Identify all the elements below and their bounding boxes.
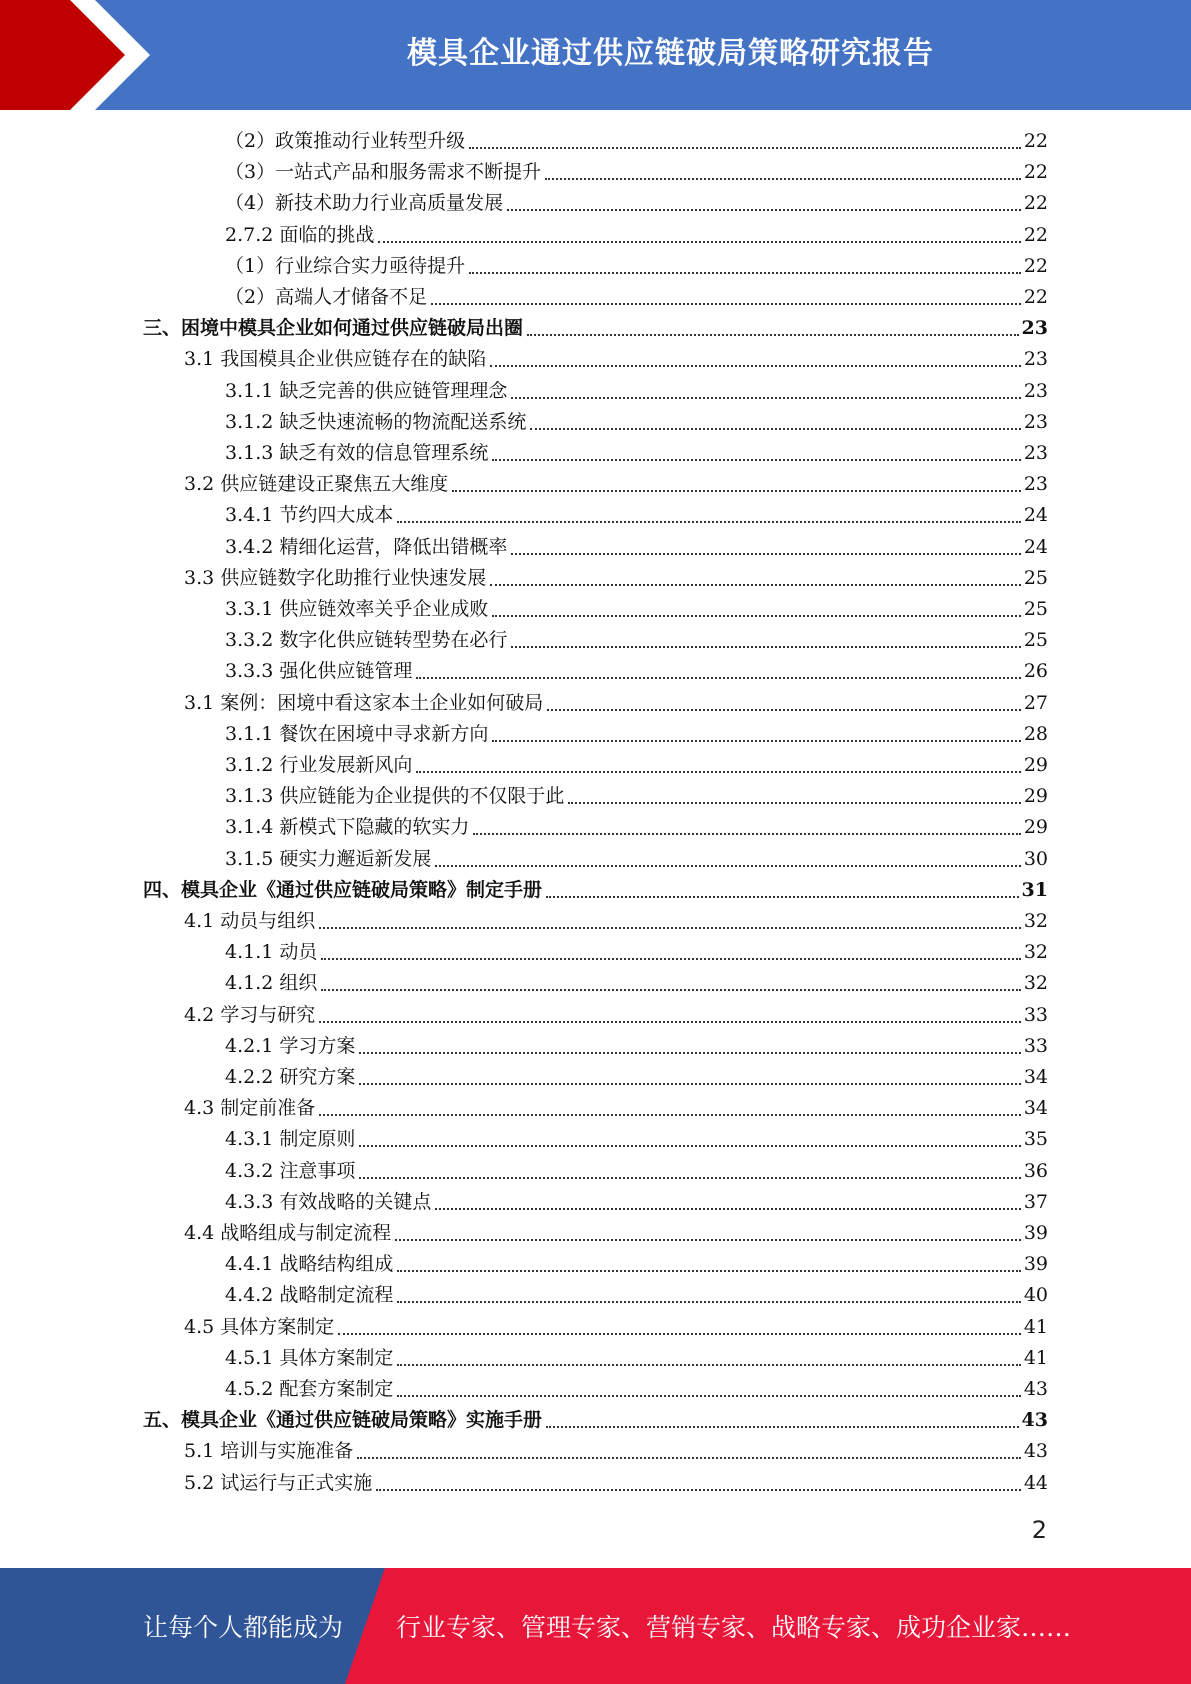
toc-dot-leader bbox=[469, 147, 1021, 149]
toc-entry-label: 具体方案制定 bbox=[279, 1346, 394, 1369]
toc-entry[interactable] bbox=[225, 1249, 1048, 1280]
toc-entry-label: 新模式下隐藏的软实力 bbox=[279, 816, 470, 839]
toc-entry-number: 4.3 bbox=[184, 1097, 221, 1120]
toc-dot-leader bbox=[319, 1021, 1021, 1023]
toc-dot-leader bbox=[490, 584, 1021, 586]
toc-entry-label: 战略制定流程 bbox=[279, 1284, 394, 1307]
toc-entry[interactable] bbox=[225, 781, 1048, 812]
toc-entry[interactable] bbox=[184, 344, 1048, 375]
toc-entry-number: 4.1 bbox=[184, 910, 221, 932]
toc-dot-leader bbox=[397, 521, 1020, 523]
toc-entry-number: 4.1.1 bbox=[225, 941, 280, 964]
toc-entry-label: 学习与研究 bbox=[220, 1003, 316, 1026]
toc-entry-page: 23 bbox=[1023, 348, 1048, 371]
toc-dot-leader bbox=[397, 1364, 1020, 1366]
toc-entry-label: 困境中模具企业如何通过供应链破局出圈 bbox=[181, 317, 524, 340]
toc-entry-number: 3.1 bbox=[184, 691, 221, 714]
toc-dot-leader bbox=[359, 1083, 1020, 1085]
toc-entry-label: 学习方案 bbox=[279, 1034, 356, 1057]
toc-entry-page: 29 bbox=[1023, 816, 1048, 839]
toc-entry-page: 39 bbox=[1023, 1222, 1048, 1244]
toc-entry-number: 3.1.3 bbox=[225, 785, 280, 808]
toc-entry[interactable] bbox=[225, 188, 1048, 219]
toc-entry[interactable] bbox=[184, 563, 1048, 594]
toc-entry-label: 节约四大成本 bbox=[279, 504, 394, 527]
toc-entry-label: 研究方案 bbox=[279, 1066, 356, 1088]
toc-entry-label: 培训与实施准备 bbox=[220, 1440, 354, 1463]
toc-entry-label: 战略组成与制定流程 bbox=[220, 1222, 392, 1244]
toc-entry-page: 23 bbox=[1021, 317, 1048, 340]
footer-slogan-right: 行业专家、管理专家、营销专家、战略专家、成功企业家…… bbox=[396, 1613, 1072, 1642]
toc-entry[interactable] bbox=[225, 1374, 1048, 1405]
toc-entry-page: 36 bbox=[1023, 1159, 1048, 1182]
toc-entry-number: 3.3.2 bbox=[225, 629, 280, 652]
toc-entry-number: 4.5.1 bbox=[225, 1346, 280, 1369]
toc-entry-label: 动员 bbox=[279, 941, 318, 964]
toc-entry-number: 5.2 bbox=[184, 1471, 221, 1494]
toc-dot-leader bbox=[321, 958, 1020, 960]
toc-entry-page: 44 bbox=[1023, 1471, 1048, 1494]
toc-entry-number: 3.1.1 bbox=[225, 379, 280, 402]
toc-entry-label: 具体方案制定 bbox=[220, 1315, 335, 1338]
page-footer bbox=[0, 1568, 1191, 1684]
toc-entry[interactable] bbox=[184, 1093, 1048, 1124]
toc-dot-leader bbox=[435, 865, 1020, 867]
toc-entry-label: 缺乏完善的供应链管理理念 bbox=[279, 379, 508, 402]
toc-entry[interactable] bbox=[184, 906, 1048, 937]
toc-dot-leader bbox=[338, 1333, 1021, 1335]
toc-entry[interactable] bbox=[225, 438, 1048, 469]
toc-entry-page: 43 bbox=[1021, 1409, 1048, 1432]
toc-entry-label: 注意事项 bbox=[279, 1159, 356, 1182]
toc-entry-number: 4.3.3 bbox=[225, 1190, 280, 1213]
toc-entry-number: 3.3.1 bbox=[225, 598, 280, 620]
toc-entry-label: 供应链能为企业提供的不仅限于此 bbox=[279, 785, 565, 808]
toc-entry-page: 37 bbox=[1023, 1190, 1048, 1213]
toc-entry[interactable] bbox=[225, 656, 1048, 687]
toc-dot-leader bbox=[416, 771, 1020, 773]
toc-entry-number: 4.3.1 bbox=[225, 1128, 280, 1151]
toc-dot-leader bbox=[511, 553, 1020, 555]
toc-entry[interactable] bbox=[184, 1436, 1048, 1467]
toc-entry[interactable] bbox=[225, 282, 1048, 313]
toc-entry[interactable] bbox=[225, 251, 1048, 282]
toc-entry-label: 动员与组织 bbox=[220, 910, 316, 932]
toc-entry-label: 硬实力邂逅新发展 bbox=[279, 847, 432, 870]
toc-entry[interactable] bbox=[184, 688, 1048, 719]
toc-entry-label: 配套方案制定 bbox=[279, 1378, 394, 1400]
toc-entry-label: 数字化供应链转型势在必行 bbox=[279, 629, 508, 652]
toc-entry-page: 23 bbox=[1023, 379, 1048, 402]
toc-entry[interactable] bbox=[225, 719, 1048, 750]
toc-entry-label: 制定前准备 bbox=[220, 1097, 316, 1120]
toc-dot-leader bbox=[547, 709, 1021, 711]
toc-dot-leader bbox=[357, 1457, 1021, 1459]
toc-dot-leader bbox=[469, 272, 1021, 274]
toc-dot-leader bbox=[527, 334, 1019, 336]
toc-entry-number: 4.5 bbox=[184, 1315, 221, 1338]
toc-entry-label: 模具企业《通过供应链破局策略》制定手册 bbox=[181, 878, 543, 901]
toc-entry[interactable] bbox=[225, 126, 1048, 157]
toc-dot-leader bbox=[568, 802, 1020, 804]
toc-entry-number: 3.1.2 bbox=[225, 754, 280, 776]
toc-dot-leader bbox=[319, 1114, 1021, 1116]
toc-entry-number: 4.5.2 bbox=[225, 1378, 280, 1400]
toc-entry-number: 4.1.2 bbox=[225, 972, 280, 995]
toc-dot-leader bbox=[511, 397, 1020, 399]
toc-entry[interactable] bbox=[225, 500, 1048, 531]
toc-dot-leader bbox=[545, 178, 1021, 180]
toc-dot-leader bbox=[511, 646, 1020, 648]
toc-entry-label: 面临的挑战 bbox=[279, 223, 375, 246]
toc-entry-number: （3） bbox=[225, 161, 276, 184]
toc-entry-number: 3.4.1 bbox=[225, 504, 280, 527]
toc-entry-page: 28 bbox=[1023, 722, 1048, 745]
toc-entry-number: （1） bbox=[225, 254, 276, 277]
toc-entry-number: 2.7.2 bbox=[225, 223, 280, 246]
toc-entry-number: 三、 bbox=[143, 317, 182, 340]
toc-entry-label: 供应链建设正聚焦五大维度 bbox=[220, 473, 449, 496]
toc-entry[interactable] bbox=[184, 1000, 1048, 1031]
toc-entry[interactable] bbox=[225, 968, 1048, 999]
toc-entry-label: 缺乏快速流畅的物流配送系统 bbox=[279, 410, 527, 433]
toc-entry-page: 22 bbox=[1023, 161, 1048, 184]
toc-dot-leader bbox=[490, 365, 1021, 367]
toc-entry[interactable] bbox=[143, 1405, 1048, 1436]
toc-entry[interactable] bbox=[225, 1062, 1048, 1093]
toc-dot-leader bbox=[492, 459, 1020, 461]
toc-entry-label: 战略结构组成 bbox=[279, 1253, 394, 1276]
toc-entry[interactable] bbox=[225, 1156, 1048, 1187]
toc-entry-number: 3.1 bbox=[184, 348, 221, 371]
toc-entry[interactable] bbox=[225, 844, 1048, 875]
toc-dot-leader bbox=[546, 1426, 1019, 1428]
toc-entry[interactable] bbox=[225, 1187, 1048, 1218]
toc-entry[interactable] bbox=[225, 812, 1048, 843]
toc-entry-page: 34 bbox=[1023, 1097, 1048, 1120]
toc-entry-label: 供应链数字化助推行业快速发展 bbox=[220, 566, 487, 589]
toc-entry-number: 4.2 bbox=[184, 1003, 221, 1026]
toc-entry[interactable] bbox=[225, 594, 1048, 625]
toc-entry[interactable] bbox=[225, 625, 1048, 656]
toc-entry-page: 29 bbox=[1023, 754, 1048, 776]
toc-entry-label: 有效战略的关键点 bbox=[279, 1190, 432, 1213]
toc-entry-number: 五、 bbox=[143, 1409, 182, 1432]
toc-entry-label: 政策推动行业转型升级 bbox=[275, 130, 466, 152]
toc-entry-number: 3.2 bbox=[184, 473, 221, 496]
toc-entry-page: 22 bbox=[1023, 130, 1048, 152]
toc-entry[interactable] bbox=[184, 469, 1048, 500]
toc-entry-page: 25 bbox=[1023, 598, 1048, 620]
toc-entry[interactable] bbox=[225, 1031, 1048, 1062]
toc-entry-number: 3.3.3 bbox=[225, 660, 280, 683]
toc-entry-page: 43 bbox=[1023, 1378, 1048, 1400]
toc-dot-leader bbox=[376, 1489, 1021, 1491]
toc-dot-leader bbox=[359, 1052, 1020, 1054]
toc-entry-label: 试运行与正式实施 bbox=[220, 1471, 373, 1494]
toc-entry-label: 制定原则 bbox=[279, 1128, 356, 1151]
toc-entry-page: 39 bbox=[1023, 1253, 1048, 1276]
toc-dot-leader bbox=[359, 1177, 1020, 1179]
toc-entry-label: 行业综合实力亟待提升 bbox=[275, 254, 466, 277]
page-header bbox=[0, 0, 1191, 110]
toc-entry-page: 34 bbox=[1023, 1066, 1048, 1088]
toc-entry-page: 32 bbox=[1023, 941, 1048, 964]
toc-entry-page: 30 bbox=[1023, 847, 1048, 870]
toc-entry[interactable] bbox=[184, 1468, 1048, 1499]
toc-entry-label: 高端人才储备不足 bbox=[275, 286, 428, 308]
toc-entry-label: 组织 bbox=[279, 972, 318, 995]
toc-entry-page: 29 bbox=[1023, 785, 1048, 808]
toc-entry-label: 新技术助力行业高质量发展 bbox=[275, 192, 504, 215]
toc-dot-leader bbox=[359, 1145, 1020, 1147]
toc-entry-number: 4.4 bbox=[184, 1222, 221, 1244]
toc-entry-page: 27 bbox=[1023, 691, 1048, 714]
toc-entry-label: 案例：困境中看这家本土企业如何破局 bbox=[220, 691, 544, 714]
toc-entry-page: 24 bbox=[1023, 504, 1048, 527]
toc-entry-number: 4.4.1 bbox=[225, 1253, 280, 1276]
toc-entry-label: 我国模具企业供应链存在的缺陷 bbox=[220, 348, 487, 371]
toc-entry-number: （4） bbox=[225, 192, 276, 215]
toc-entry-page: 33 bbox=[1023, 1034, 1048, 1057]
toc-dot-leader bbox=[473, 833, 1020, 835]
toc-dot-leader bbox=[546, 896, 1019, 898]
toc-entry-page: 23 bbox=[1023, 442, 1048, 464]
toc-entry[interactable] bbox=[143, 313, 1048, 344]
toc-entry-label: 供应链效率关乎企业成败 bbox=[279, 598, 489, 620]
toc-entry-label: 模具企业《通过供应链破局策略》实施手册 bbox=[181, 1409, 543, 1432]
toc-entry-label: 餐饮在困境中寻求新方向 bbox=[279, 722, 489, 745]
toc-entry-page: 26 bbox=[1023, 660, 1048, 683]
toc-entry-label: 强化供应链管理 bbox=[279, 660, 413, 683]
toc-entry-number: 4.3.2 bbox=[225, 1159, 280, 1182]
toc-entry-page: 23 bbox=[1023, 410, 1048, 433]
toc-entry-page: 40 bbox=[1023, 1284, 1048, 1307]
toc-dot-leader bbox=[492, 615, 1020, 617]
toc-entry-number: 3.1.5 bbox=[225, 847, 280, 870]
toc-entry-number: （2） bbox=[225, 130, 276, 152]
toc-entry[interactable] bbox=[225, 937, 1048, 968]
toc-entry-number: 4.2.1 bbox=[225, 1034, 280, 1057]
toc-entry-page: 43 bbox=[1023, 1440, 1048, 1463]
toc-entry[interactable] bbox=[225, 157, 1048, 188]
toc-entry-number: 3.1.3 bbox=[225, 442, 280, 464]
toc-entry-number: 5.1 bbox=[184, 1440, 221, 1463]
footer-slogan-left: 让每个人都能成为 bbox=[143, 1613, 344, 1642]
toc-dot-leader bbox=[530, 428, 1020, 430]
toc-dot-leader bbox=[431, 303, 1021, 305]
toc-dot-leader bbox=[321, 989, 1020, 991]
toc-entry-number: 3.1.4 bbox=[225, 816, 280, 839]
page-number: 2 bbox=[1031, 1516, 1047, 1544]
toc-entry[interactable] bbox=[225, 750, 1048, 781]
toc-entry-page: 31 bbox=[1021, 878, 1048, 901]
toc-entry[interactable] bbox=[225, 1280, 1048, 1311]
toc-entry[interactable] bbox=[225, 1343, 1048, 1374]
toc-entry-number: 4.4.2 bbox=[225, 1284, 280, 1307]
toc-entry-number: 3.1.1 bbox=[225, 722, 280, 745]
toc-entry[interactable] bbox=[225, 532, 1048, 563]
toc-entry[interactable] bbox=[143, 875, 1048, 906]
toc-entry-page: 23 bbox=[1023, 473, 1048, 496]
toc-dot-leader bbox=[395, 1239, 1021, 1241]
toc-entry-page: 41 bbox=[1023, 1346, 1048, 1369]
toc-entry-page: 32 bbox=[1023, 972, 1048, 995]
toc-entry[interactable] bbox=[184, 1218, 1048, 1249]
toc-entry-page: 35 bbox=[1023, 1128, 1048, 1151]
report-title: 模具企业通过供应链破局策略研究报告 bbox=[407, 36, 934, 71]
toc-entry-page: 22 bbox=[1023, 254, 1048, 277]
toc-dot-leader bbox=[397, 1395, 1020, 1397]
toc-entry-label: 缺乏有效的信息管理系统 bbox=[279, 442, 489, 464]
toc-dot-leader bbox=[492, 740, 1020, 742]
toc-entry-label: 行业发展新风向 bbox=[279, 754, 413, 776]
toc-dot-leader bbox=[507, 209, 1021, 211]
toc-entry-page: 22 bbox=[1023, 192, 1048, 215]
toc-dot-leader bbox=[319, 927, 1021, 929]
toc-entry-page: 22 bbox=[1023, 286, 1048, 308]
toc-entry-page: 25 bbox=[1023, 629, 1048, 652]
toc-entry-page: 24 bbox=[1023, 535, 1048, 558]
toc-entry-label: 一站式产品和服务需求不断提升 bbox=[275, 161, 542, 184]
toc-entry-number: 四、 bbox=[143, 878, 182, 901]
toc-entry-page: 41 bbox=[1023, 1315, 1048, 1338]
toc-entry-number: 4.2.2 bbox=[225, 1066, 280, 1088]
toc-entry[interactable] bbox=[225, 1124, 1048, 1155]
toc-entry-page: 33 bbox=[1023, 1003, 1048, 1026]
toc-dot-leader bbox=[435, 1208, 1020, 1210]
toc-dot-leader bbox=[397, 1270, 1020, 1272]
toc-entry-page: 32 bbox=[1023, 910, 1048, 932]
toc-dot-leader bbox=[378, 241, 1020, 243]
toc-dot-leader bbox=[397, 1301, 1020, 1303]
toc-entry[interactable] bbox=[225, 220, 1048, 251]
toc-entry-number: 3.4.2 bbox=[225, 535, 280, 558]
toc-entry-number: 3.3 bbox=[184, 566, 221, 589]
toc-entry[interactable] bbox=[225, 407, 1048, 438]
toc-entry-page: 22 bbox=[1023, 223, 1048, 246]
toc-dot-leader bbox=[452, 490, 1021, 492]
toc-dot-leader bbox=[416, 677, 1020, 679]
toc-entry-number: （2） bbox=[225, 286, 276, 308]
toc-entry-page: 25 bbox=[1023, 566, 1048, 589]
toc-entry-label: 精细化运营，降低出错概率 bbox=[279, 535, 508, 558]
toc-entry[interactable] bbox=[225, 376, 1048, 407]
toc-entry[interactable] bbox=[184, 1312, 1048, 1343]
toc-entry-number: 3.1.2 bbox=[225, 410, 280, 433]
